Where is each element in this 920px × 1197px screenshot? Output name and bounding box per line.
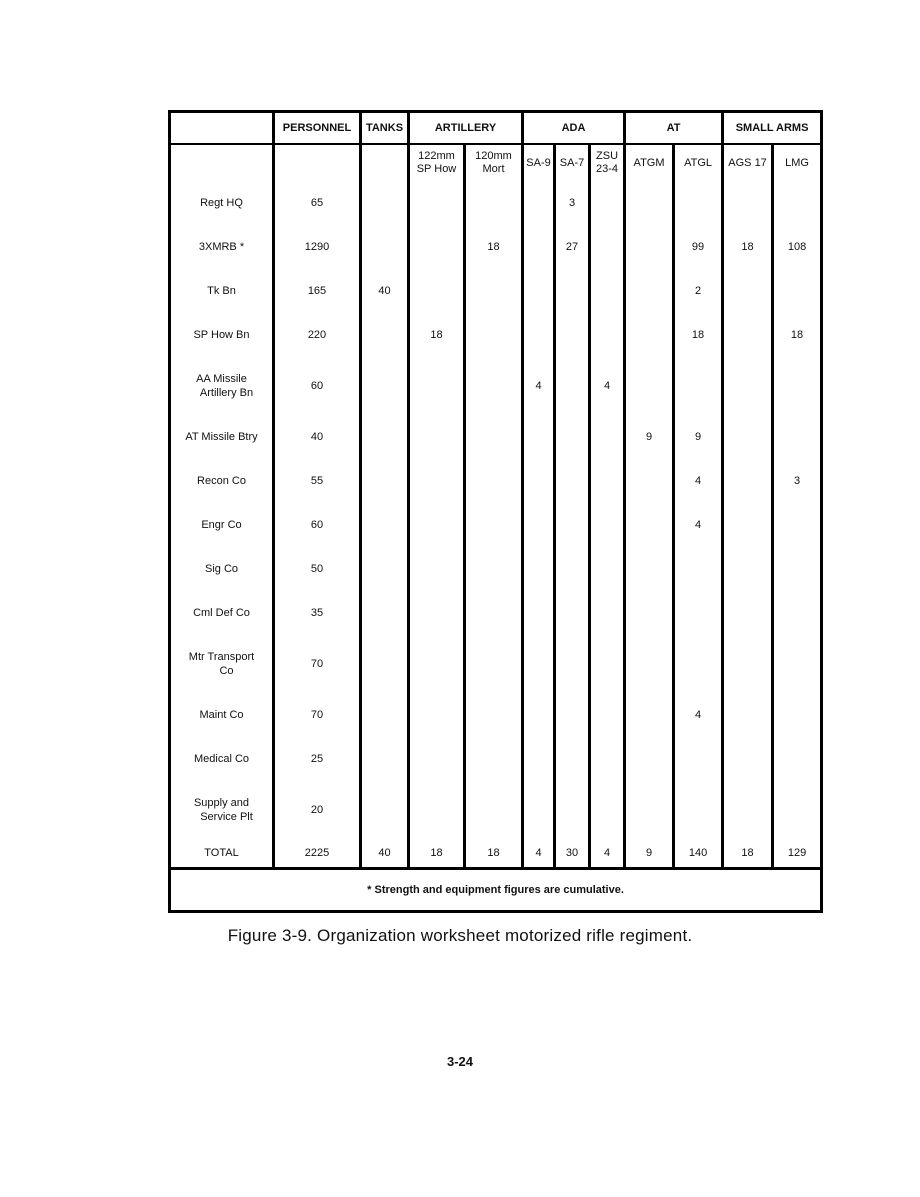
cell-tanks xyxy=(361,225,409,269)
cell-personnel: 70 xyxy=(274,635,361,693)
total-120mm: 18 xyxy=(465,839,523,869)
cell-atgm xyxy=(625,313,674,357)
subheader-120mm-mort xyxy=(465,144,523,181)
cell-sa9 xyxy=(523,781,555,839)
cell-mort120 xyxy=(465,635,523,693)
subheader-120mm-line2: Mort xyxy=(482,163,505,175)
cell-mort120 xyxy=(465,269,523,313)
cell-lmg xyxy=(773,591,822,635)
cell-mort120 xyxy=(465,591,523,635)
cell-lmg xyxy=(773,269,822,313)
cell-sa9 xyxy=(523,313,555,357)
page-number: 3-24 xyxy=(446,1054,474,1069)
cell-ags17 xyxy=(723,269,773,313)
unit-name-line: Regt HQ xyxy=(200,197,243,209)
cell-ags17 xyxy=(723,357,773,415)
cell-tanks xyxy=(361,635,409,693)
cell-ags17 xyxy=(723,737,773,781)
cell-personnel: 50 xyxy=(274,547,361,591)
cell-tanks xyxy=(361,357,409,415)
cell-atgm xyxy=(625,781,674,839)
cell-atgm xyxy=(625,591,674,635)
cell-ags17 xyxy=(723,591,773,635)
cell-zsu xyxy=(590,225,625,269)
total-sa9: 4 xyxy=(523,839,555,869)
cell-mort120 xyxy=(465,503,523,547)
cell-zsu xyxy=(590,269,625,313)
unit-name-line: Maint Co xyxy=(199,709,244,721)
subheader-atgl: ATGL xyxy=(674,144,723,181)
cell-atgl xyxy=(674,737,723,781)
cell-tanks xyxy=(361,737,409,781)
table-row xyxy=(170,781,822,839)
table-row xyxy=(170,181,822,225)
cell-sa7 xyxy=(555,357,590,415)
cell-mort120: 18 xyxy=(465,225,523,269)
table-row xyxy=(170,547,822,591)
cell-sa9 xyxy=(523,547,555,591)
cell-how122 xyxy=(409,591,465,635)
cell-sa7 xyxy=(555,547,590,591)
unit-name xyxy=(170,503,274,547)
cell-sa7 xyxy=(555,503,590,547)
cell-ags17 xyxy=(723,415,773,459)
total-ags17: 18 xyxy=(723,839,773,869)
cell-ags17 xyxy=(723,181,773,225)
cell-how122 xyxy=(409,635,465,693)
cell-tanks xyxy=(361,693,409,737)
cell-how122: 18 xyxy=(409,313,465,357)
cell-atgm xyxy=(625,693,674,737)
total-lmg: 129 xyxy=(773,839,822,869)
cell-sa7 xyxy=(555,269,590,313)
unit-name xyxy=(170,415,274,459)
total-label: TOTAL xyxy=(204,847,239,859)
cell-lmg xyxy=(773,415,822,459)
cell-atgl xyxy=(674,357,723,415)
cell-sa9 xyxy=(523,269,555,313)
unit-name-line: AA Missile xyxy=(196,373,247,385)
cell-sa9 xyxy=(523,225,555,269)
cell-personnel: 70 xyxy=(274,693,361,737)
table-row xyxy=(170,693,822,737)
cell-personnel: 35 xyxy=(274,591,361,635)
cell-tanks xyxy=(361,547,409,591)
cell-how122 xyxy=(409,415,465,459)
unit-name xyxy=(170,459,274,503)
cell-atgm xyxy=(625,181,674,225)
subheader-122mm-line2: SP How xyxy=(416,163,457,175)
cell-lmg xyxy=(773,547,822,591)
subheader-120mm-line1: 120mm xyxy=(475,150,512,162)
cell-atgl xyxy=(674,591,723,635)
cell-ags17 xyxy=(723,313,773,357)
total-122mm: 18 xyxy=(409,839,465,869)
cell-lmg xyxy=(773,503,822,547)
cell-atgm xyxy=(625,357,674,415)
cell-atgm: 9 xyxy=(625,415,674,459)
cell-zsu xyxy=(590,737,625,781)
unit-name-line: Medical Co xyxy=(193,753,250,765)
cell-zsu xyxy=(590,503,625,547)
cell-how122 xyxy=(409,737,465,781)
unit-name-line: Mtr Transport xyxy=(188,651,255,663)
cell-zsu xyxy=(590,781,625,839)
cell-atgl xyxy=(674,181,723,225)
cell-tanks xyxy=(361,503,409,547)
cell-ags17 xyxy=(723,693,773,737)
cell-atgl xyxy=(674,781,723,839)
unit-name-line: Recon Co xyxy=(197,475,246,487)
unit-name-line: Cml Def Co xyxy=(193,607,250,619)
cell-zsu xyxy=(590,591,625,635)
cell-how122 xyxy=(409,269,465,313)
unit-name-line: Supply and xyxy=(193,797,250,809)
cell-atgm xyxy=(625,547,674,591)
subheader-atgm: ATGM xyxy=(625,144,674,181)
sub-header-row xyxy=(170,144,822,181)
cell-zsu xyxy=(590,313,625,357)
cell-sa9 xyxy=(523,503,555,547)
total-tanks: 40 xyxy=(361,839,409,869)
table-row xyxy=(170,635,822,693)
subheader-zsu-23-4 xyxy=(590,144,625,181)
cell-sa7 xyxy=(555,415,590,459)
cell-sa7 xyxy=(555,737,590,781)
cell-sa7: 3 xyxy=(555,181,590,225)
cell-how122 xyxy=(409,547,465,591)
cell-ags17 xyxy=(723,459,773,503)
cell-atgl: 4 xyxy=(674,503,723,547)
cell-sa7 xyxy=(555,313,590,357)
cell-ags17 xyxy=(723,781,773,839)
unit-name xyxy=(170,737,274,781)
cell-lmg xyxy=(773,181,822,225)
unit-name-line: Co xyxy=(219,665,234,677)
cell-personnel: 40 xyxy=(274,415,361,459)
cell-how122 xyxy=(409,503,465,547)
table-row xyxy=(170,503,822,547)
cell-atgm xyxy=(625,459,674,503)
organization-worksheet-table xyxy=(168,110,823,913)
cell-zsu xyxy=(590,635,625,693)
worksheet-body xyxy=(170,181,822,839)
cell-atgm xyxy=(625,503,674,547)
subheader-122mm-line1: 122mm xyxy=(418,150,455,162)
cell-ags17 xyxy=(723,635,773,693)
subheader-lmg: LMG xyxy=(773,144,822,181)
cell-sa9: 4 xyxy=(523,357,555,415)
cell-atgm xyxy=(625,269,674,313)
cell-mort120 xyxy=(465,459,523,503)
cell-ags17: 18 xyxy=(723,225,773,269)
header-small-arms: SMALL ARMS xyxy=(723,112,822,145)
group-header-row xyxy=(170,112,822,145)
table-row xyxy=(170,225,822,269)
total-personnel: 2225 xyxy=(274,839,361,869)
cell-lmg xyxy=(773,737,822,781)
cell-sa7: 27 xyxy=(555,225,590,269)
cell-mort120 xyxy=(465,415,523,459)
cell-mort120 xyxy=(465,547,523,591)
cell-how122 xyxy=(409,357,465,415)
unit-name-line: Sig Co xyxy=(204,563,239,575)
subheader-zsu-line2: 23-4 xyxy=(596,163,619,175)
unit-name-line: Service Plt xyxy=(200,811,253,823)
unit-name xyxy=(170,225,274,269)
total-zsu: 4 xyxy=(590,839,625,869)
cell-personnel: 55 xyxy=(274,459,361,503)
tanks-subheader-blank xyxy=(361,144,409,181)
unit-name xyxy=(170,591,274,635)
total-sa7: 30 xyxy=(555,839,590,869)
header-personnel: PERSONNEL xyxy=(274,112,361,145)
cell-sa9 xyxy=(523,737,555,781)
cell-sa7 xyxy=(555,459,590,503)
footnote-row xyxy=(170,869,822,912)
cell-atgl: 2 xyxy=(674,269,723,313)
cell-sa9 xyxy=(523,591,555,635)
unit-name xyxy=(170,181,274,225)
cell-how122 xyxy=(409,693,465,737)
unit-header-blank xyxy=(170,112,274,145)
figure-caption: Figure 3-9. Organization worksheet motorized rifle regiment. xyxy=(227,926,693,945)
unit-name xyxy=(170,357,274,415)
table-row xyxy=(170,269,822,313)
footnote: * Strength and equipment figures are cumulative. xyxy=(170,869,822,912)
cell-how122 xyxy=(409,225,465,269)
cell-lmg xyxy=(773,781,822,839)
cell-sa9 xyxy=(523,181,555,225)
cell-zsu xyxy=(590,415,625,459)
cell-personnel: 165 xyxy=(274,269,361,313)
cell-sa7 xyxy=(555,693,590,737)
cell-tanks xyxy=(361,781,409,839)
cell-tanks xyxy=(361,415,409,459)
cell-tanks xyxy=(361,313,409,357)
cell-lmg xyxy=(773,635,822,693)
cell-atgl: 4 xyxy=(674,459,723,503)
cell-atgl xyxy=(674,635,723,693)
unit-name-line: Engr Co xyxy=(201,519,242,531)
cell-ags17 xyxy=(723,503,773,547)
cell-atgm xyxy=(625,225,674,269)
cell-mort120 xyxy=(465,693,523,737)
table-row xyxy=(170,737,822,781)
cell-how122 xyxy=(409,181,465,225)
unit-name-line: Artillery Bn xyxy=(199,387,254,399)
unit-name xyxy=(170,269,274,313)
header-artillery: ARTILLERY xyxy=(409,112,523,145)
cell-personnel: 1290 xyxy=(274,225,361,269)
unit-subheader-blank xyxy=(170,144,274,181)
cell-zsu: 4 xyxy=(590,357,625,415)
unit-name xyxy=(170,313,274,357)
cell-lmg xyxy=(773,693,822,737)
cell-sa9 xyxy=(523,415,555,459)
unit-name xyxy=(170,635,274,693)
cell-mort120 xyxy=(465,357,523,415)
table-row xyxy=(170,357,822,415)
cell-mort120 xyxy=(465,781,523,839)
cell-sa7 xyxy=(555,781,590,839)
cell-zsu xyxy=(590,459,625,503)
unit-name-line: AT Missile Btry xyxy=(185,431,258,443)
table-row xyxy=(170,459,822,503)
total-atgl: 140 xyxy=(674,839,723,869)
personnel-subheader-blank xyxy=(274,144,361,181)
cell-tanks xyxy=(361,591,409,635)
cell-personnel: 25 xyxy=(274,737,361,781)
cell-atgm xyxy=(625,737,674,781)
cell-sa9 xyxy=(523,635,555,693)
cell-atgm xyxy=(625,635,674,693)
table-row xyxy=(170,415,822,459)
table-row xyxy=(170,313,822,357)
cell-zsu xyxy=(590,181,625,225)
table-row xyxy=(170,591,822,635)
cell-mort120 xyxy=(465,737,523,781)
cell-ags17 xyxy=(723,547,773,591)
cell-sa7 xyxy=(555,635,590,693)
unit-name-line: Tk Bn xyxy=(207,285,236,297)
unit-name xyxy=(170,781,274,839)
cell-how122 xyxy=(409,781,465,839)
cell-mort120 xyxy=(465,313,523,357)
cell-sa9 xyxy=(523,693,555,737)
cell-lmg: 18 xyxy=(773,313,822,357)
cell-personnel: 60 xyxy=(274,357,361,415)
header-tanks: TANKS xyxy=(361,112,409,145)
total-atgm: 9 xyxy=(625,839,674,869)
subheader-sa7: SA-7 xyxy=(555,144,590,181)
cell-sa9 xyxy=(523,459,555,503)
cell-sa7 xyxy=(555,591,590,635)
cell-lmg: 108 xyxy=(773,225,822,269)
cell-atgl xyxy=(674,547,723,591)
unit-name xyxy=(170,693,274,737)
cell-atgl: 4 xyxy=(674,693,723,737)
subheader-ags17: AGS 17 xyxy=(723,144,773,181)
subheader-sa9: SA-9 xyxy=(523,144,555,181)
cell-atgl: 99 xyxy=(674,225,723,269)
cell-atgl: 18 xyxy=(674,313,723,357)
cell-zsu xyxy=(590,547,625,591)
cell-zsu xyxy=(590,693,625,737)
header-ada: ADA xyxy=(523,112,625,145)
header-at: AT xyxy=(625,112,723,145)
cell-how122 xyxy=(409,459,465,503)
cell-tanks xyxy=(361,459,409,503)
cell-atgl: 9 xyxy=(674,415,723,459)
cell-lmg: 3 xyxy=(773,459,822,503)
unit-name xyxy=(170,547,274,591)
unit-name-line: SP How Bn xyxy=(193,329,250,341)
cell-tanks: 40 xyxy=(361,269,409,313)
cell-mort120 xyxy=(465,181,523,225)
cell-personnel: 220 xyxy=(274,313,361,357)
cell-personnel: 60 xyxy=(274,503,361,547)
cell-personnel: 20 xyxy=(274,781,361,839)
subheader-122mm-sp-how xyxy=(409,144,465,181)
total-row xyxy=(170,839,822,869)
cell-personnel: 65 xyxy=(274,181,361,225)
cell-tanks xyxy=(361,181,409,225)
cell-lmg xyxy=(773,357,822,415)
unit-name-line: 3XMRB * xyxy=(198,241,245,253)
subheader-zsu-line1: ZSU xyxy=(596,150,619,162)
